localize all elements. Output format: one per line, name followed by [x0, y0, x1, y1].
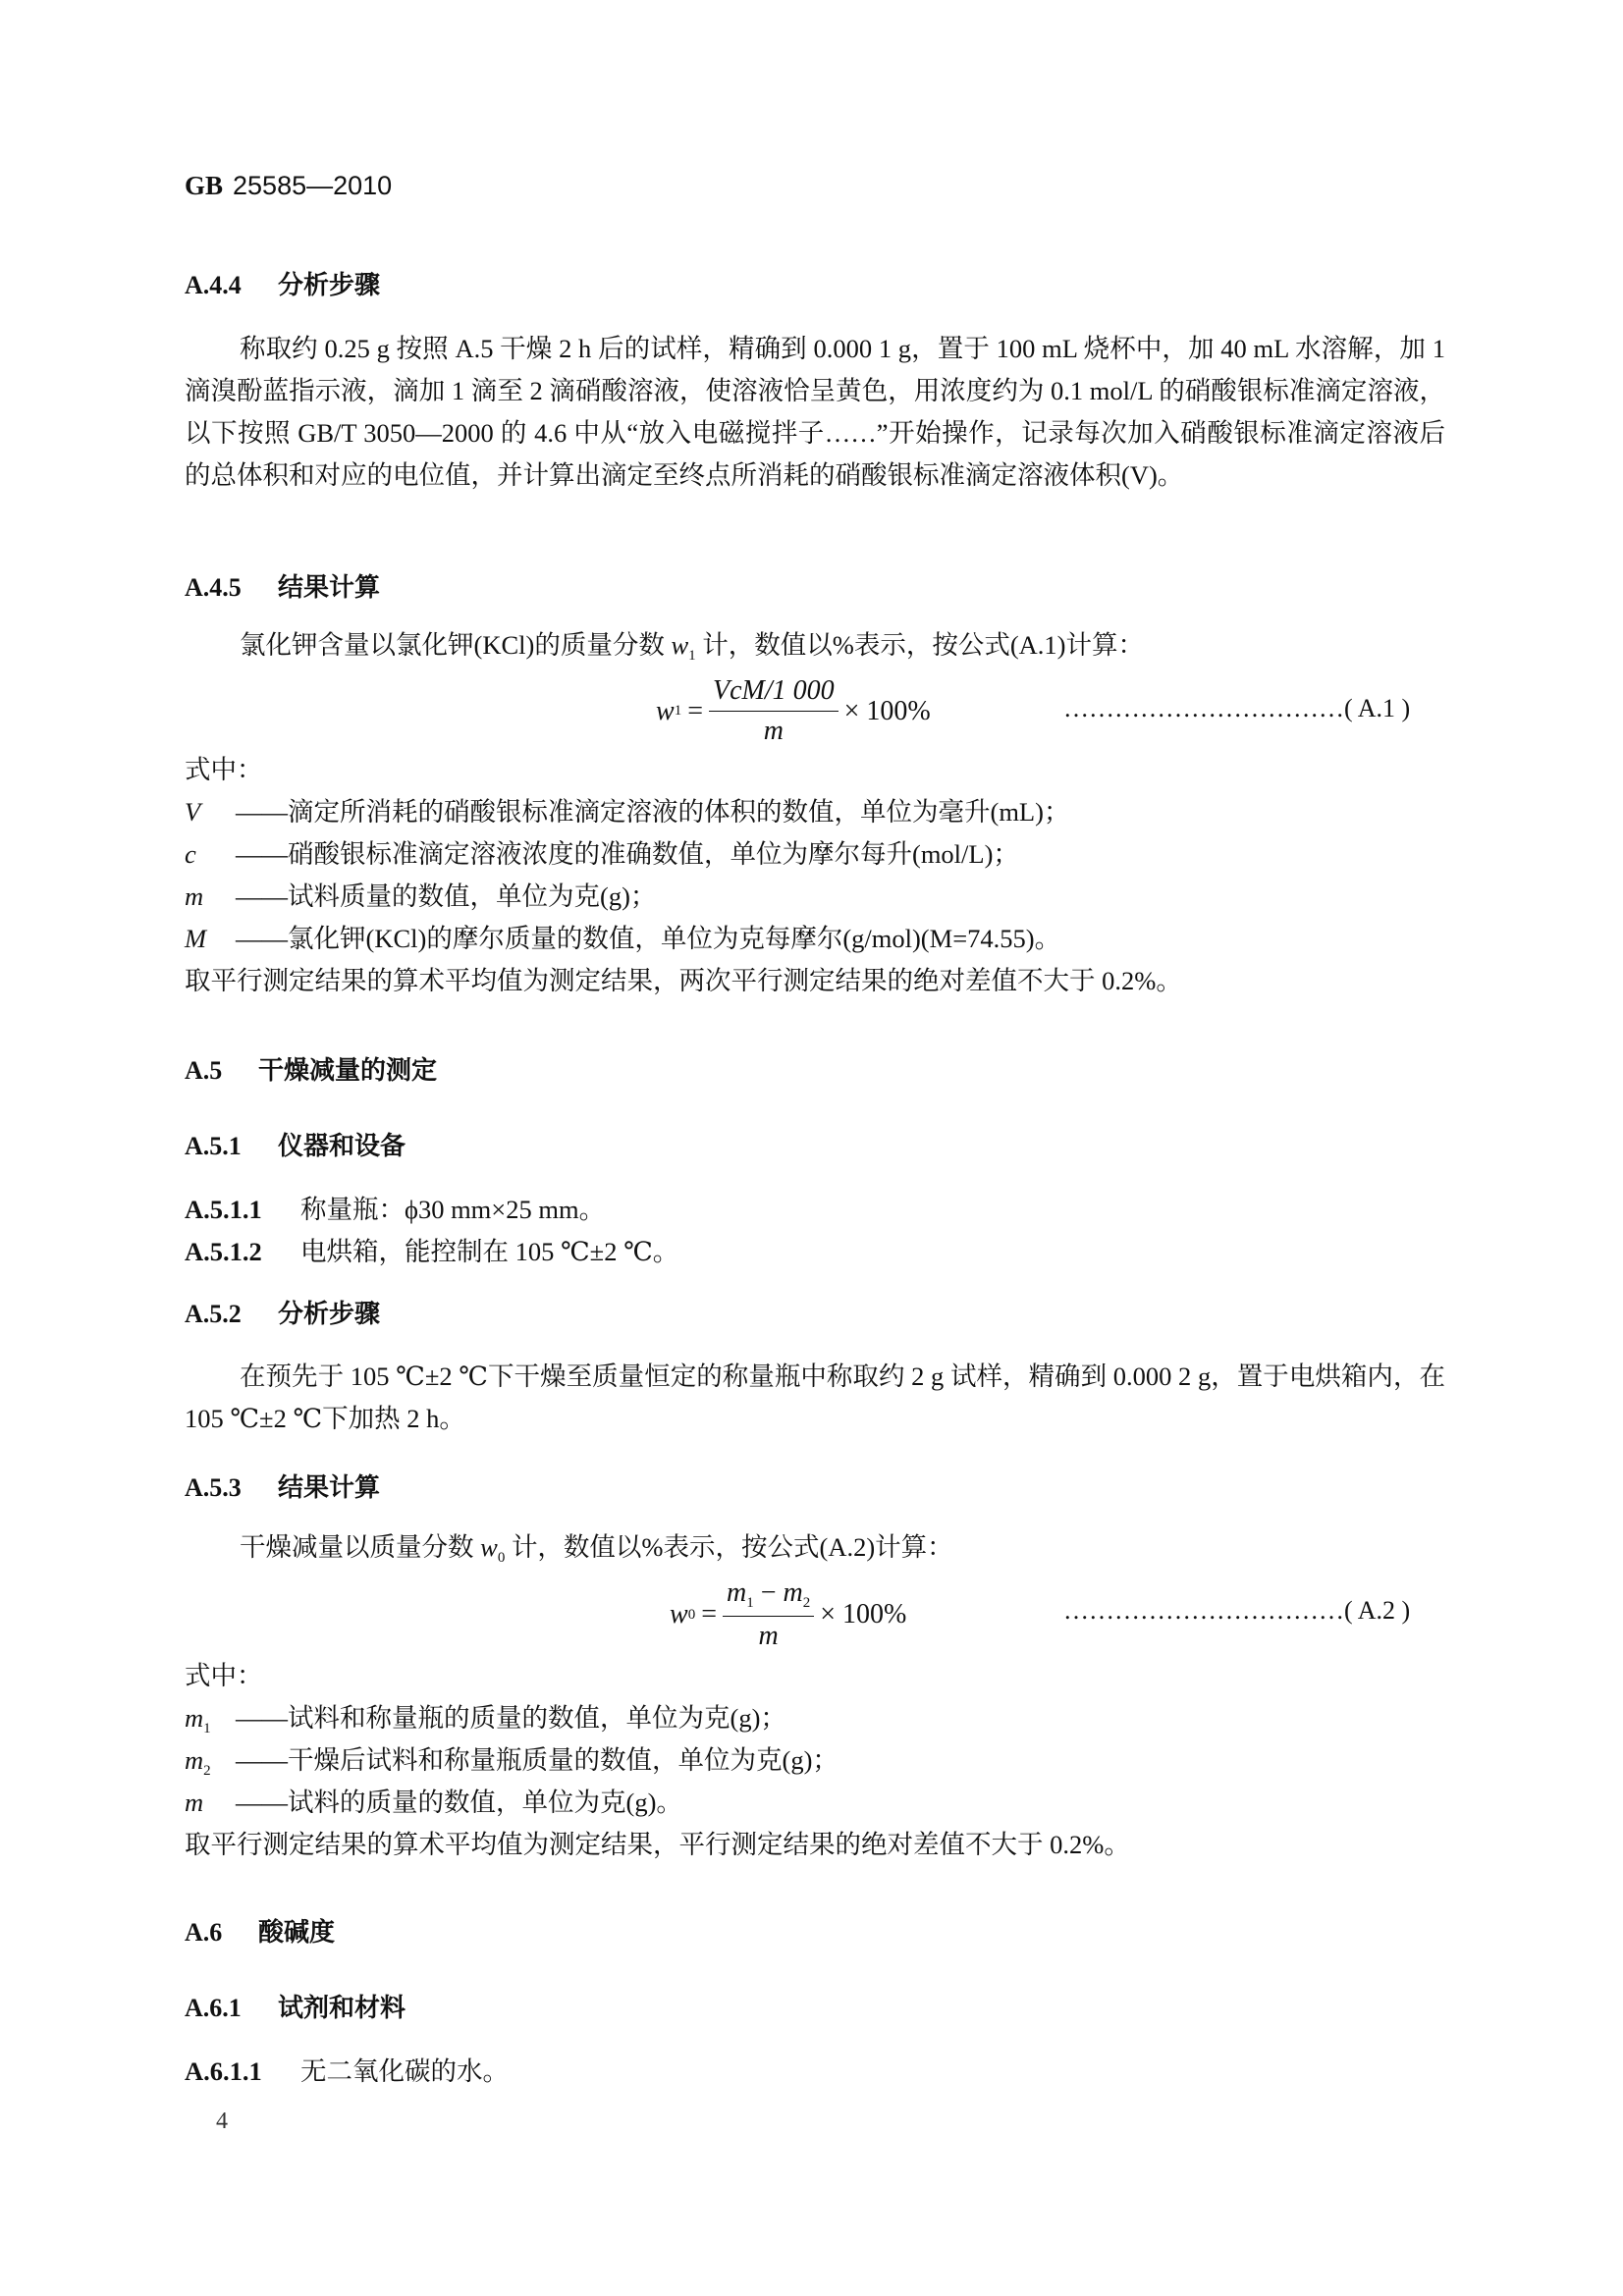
equation-label-a1 [1063, 694, 1410, 723]
definition-row [185, 791, 1069, 833]
formula-a2 [670, 1577, 906, 1652]
definition-row [185, 876, 656, 918]
times-100-percent: × 100% [843, 695, 931, 726]
intro-text: 计，数值以%表示，按公式(A.2)计算： [505, 1532, 953, 1562]
section-number: A.4.5 [185, 573, 242, 602]
item-text: 电烘箱，能控制在 105 ℃±2 ℃。 [300, 1237, 679, 1266]
section-title: 分析步骤 [278, 271, 381, 300]
symbol-subscript: 2 [203, 1763, 211, 1779]
numerator-term: m [726, 1577, 747, 1608]
formula-lhs: w [670, 1599, 688, 1629]
section-number: A.5.2 [185, 1300, 242, 1328]
paragraph-a44: 称取约 0.25 g 按照 A.5 干燥 2 h 后的试样，精确到 0.000 1 g，置于 100 mL 烧杯中，加 40 mL 水溶解，加 1 滴溴酚蓝指示液，滴加 1 滴至 2 滴硝酸溶液，使溶液恰呈黄色，用浓度约为 0.1 mol/L 的硝酸银标准滴定溶液，以下按照 GB/T 3050—2000 的 4.6 中从“放入电磁搅拌子……”开始操作，记录每次加入硝酸银标准滴定溶液后的总体积和对应的电位值，并计算出滴定至终点所消耗的硝酸银标准滴定溶液体积(V)。 [185, 334, 1445, 490]
where-label: 式中： [185, 755, 263, 784]
formula-a1 [656, 675, 931, 747]
equals-sign: = [701, 1599, 717, 1629]
list-item [185, 1231, 678, 1273]
denominator: m [763, 716, 784, 746]
times-100-percent: × 100% [820, 1599, 907, 1629]
section-heading-a61 [185, 1988, 406, 2024]
standard-number: 25585—2010 [233, 171, 393, 200]
numerator-subscript: 1 [746, 1595, 754, 1611]
denominator: m [758, 1621, 779, 1651]
intro-a45 [240, 624, 1144, 677]
section-number: A.6.1 [185, 1994, 242, 2022]
section-heading-a44 [185, 265, 380, 301]
section-title: 结果计算 [278, 1473, 381, 1503]
numerator-subscript: 2 [802, 1595, 811, 1611]
section-number: A.5 [185, 1056, 223, 1085]
section-title: 仪器和设备 [278, 1132, 406, 1161]
definition-text: ——试料的质量的数值，单位为克(g)。 [236, 1788, 682, 1817]
symbol-letter: m [185, 1788, 204, 1817]
section-title: 酸碱度 [258, 1918, 336, 1948]
definition-text: ——试料和称量瓶的质量的数值，单位为克(g)； [236, 1703, 786, 1733]
section-heading-a6 [185, 1912, 335, 1949]
section-number: A.4.4 [185, 271, 242, 299]
section-heading-a53 [185, 1468, 380, 1504]
fraction [723, 1577, 814, 1652]
list-item [185, 2051, 509, 2093]
fraction [709, 675, 839, 747]
numerator-term: m [783, 1577, 803, 1608]
dot-leader: …………………………… [1063, 1596, 1344, 1625]
numerator: VcM/1 000 [709, 675, 839, 712]
minus-sign: − [753, 1577, 784, 1608]
formula-lhs: w [656, 695, 675, 726]
equation-label-a2 [1063, 1596, 1410, 1626]
item-number: A.5.1.1 [185, 1195, 262, 1224]
definition-text: ——氯化钾(KCl)的摩尔质量的数值，单位为克每摩尔(g/mol)(M=74.55)。 [236, 924, 1061, 953]
page-number: 4 [216, 2109, 228, 2134]
item-number: A.5.1.2 [185, 1237, 262, 1266]
section-heading-a51 [185, 1126, 406, 1162]
section-number: A.6 [185, 1918, 223, 1947]
intro-text: 计，数值以%表示，按公式(A.1)计算： [695, 630, 1145, 660]
where-label: 式中： [185, 1661, 263, 1690]
intro-text: 氯化钾含量以氯化钾(KCl)的质量分数 [240, 630, 665, 660]
formula-lhs-subscript: 1 [674, 703, 682, 719]
definition-text: ——试料质量的数值，单位为克(g)； [236, 881, 657, 911]
section-title: 分析步骤 [278, 1300, 381, 1329]
definition-symbol: m [185, 881, 204, 911]
formula-lhs-subscript: 0 [687, 1606, 696, 1623]
section-number: A.5.3 [185, 1473, 242, 1502]
definition-symbol: M [185, 924, 207, 953]
equals-sign: = [687, 695, 703, 726]
item-text: 称量瓶：ϕ30 mm×25 mm。 [300, 1195, 606, 1224]
equation-number: ( A.2 ) [1344, 1596, 1411, 1625]
section-heading-a52 [185, 1294, 380, 1330]
conclusion-a53: 取平行测定结果的算术平均值为测定结果，平行测定结果的绝对差值不大于 0.2%。 [185, 1830, 1130, 1859]
list-item [185, 1189, 605, 1231]
variable-w: w [671, 630, 689, 660]
numerator [723, 1577, 814, 1617]
conclusion-a45: 取平行测定结果的算术平均值为测定结果，两次平行测定结果的绝对差值不大于 0.2%。 [185, 966, 1182, 995]
definition-symbol: V [185, 797, 201, 827]
section-title: 试剂和材料 [278, 1994, 406, 2023]
symbol-letter: m [185, 1745, 204, 1775]
variable-subscript: 1 [688, 648, 696, 664]
section-heading-a5 [185, 1050, 437, 1087]
dot-leader: …………………………… [1063, 694, 1344, 722]
paragraph-a52: 在预先于 105 ℃±2 ℃下干燥至质量恒定的称量瓶中称取约 2 g 试样，精确到 0.000 2 g，置于电烘箱内，在 105 ℃±2 ℃下加热 2 h。 [185, 1362, 1445, 1433]
section-title: 结果计算 [278, 573, 381, 603]
standard-header [185, 171, 392, 201]
section-title: 干燥减量的测定 [258, 1056, 438, 1086]
definition-row [185, 833, 1019, 876]
variable-subscript: 0 [497, 1550, 506, 1566]
item-number: A.6.1.1 [185, 2056, 262, 2086]
definition-symbol: c [185, 839, 196, 869]
definition-text: ——滴定所消耗的硝酸银标准滴定溶液的体积的数值，单位为毫升(mL)； [236, 797, 1070, 827]
item-text: 无二氧化碳的水。 [300, 2056, 509, 2086]
symbol-letter: m [185, 1703, 204, 1733]
definition-row [185, 918, 1060, 960]
definition-text: ——硝酸银标准滴定溶液浓度的准确数值，单位为摩尔每升(mol/L)； [236, 839, 1019, 869]
section-heading-a45 [185, 567, 380, 604]
variable-w: w [480, 1532, 498, 1562]
standard-prefix: GB [185, 171, 224, 200]
section-number: A.5.1 [185, 1132, 242, 1160]
intro-a53 [240, 1526, 953, 1579]
definition-text: ——干燥后试料和称量瓶质量的数值，单位为克(g)； [236, 1745, 839, 1775]
equation-number: ( A.1 ) [1344, 694, 1411, 722]
intro-text: 干燥减量以质量分数 [240, 1532, 474, 1562]
symbol-subscript: 1 [203, 1721, 211, 1736]
